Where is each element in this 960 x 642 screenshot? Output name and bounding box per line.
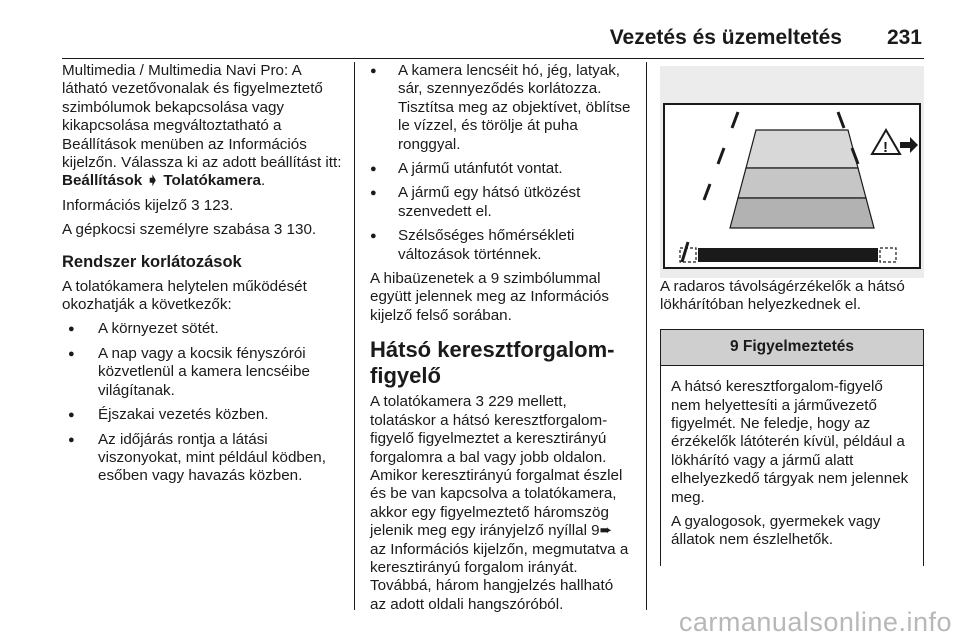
rear-camera-illustration: [660, 66, 924, 278]
warning-box: [660, 329, 924, 566]
subheading-system-limitations: Rendszer korlátozások: [62, 252, 242, 271]
menu-path-period: .: [261, 172, 266, 190]
list-item: ● Az időjárás rontja a látási viszonyokat, mint például ködben, esőben vagy havazás közben.: [62, 431, 342, 486]
list-item: ● Szélsőséges hőmérsékleti változások történnek.: [370, 227, 632, 264]
page-number: 231: [886, 26, 922, 49]
column-divider: [354, 62, 355, 610]
limitations-list: [62, 320, 342, 485]
page-header: [0, 0, 960, 58]
list-item: ● A nap vagy a kocsik fényszórói közvetlenül a kamera lencséibe világítanak.: [62, 345, 342, 400]
column-right: [660, 62, 924, 566]
list-item: ● A kamera lencséit hó, jég, latyak, sár, szennyeződés korlátozza. Tisztítsa meg az objektívet, öblítse le vízzel, és törölje át puha ronggyal.: [370, 62, 632, 154]
column-middle: [370, 62, 632, 620]
menu-path: Beállítások ➧ Tolatókamera: [62, 172, 261, 190]
figure-caption: A radaros távolságérzékelők a hátsó lökhárítóban helyezkednek el.: [660, 278, 905, 314]
warning-paragraph: A gyalogosok, gyermekek vagy állatok nem észlelhetők.: [671, 513, 881, 549]
limitations-list-continued: [370, 62, 632, 264]
list-item: ● A környezet sötét.: [62, 320, 342, 338]
column-left: [62, 62, 342, 492]
column-divider: [646, 62, 647, 610]
warning-heading: 9 Figyelmeztetés: [661, 330, 923, 366]
section-title: Hátsó keresztforgalom-figyelő: [370, 337, 615, 389]
intro-paragraph: [62, 62, 342, 191]
distance-zone: [738, 168, 866, 198]
section-body: A tolatókamera 3 229 mellett, tolatáskor a hátsó keresztforgalom-figyelő figyelmeztet a keresztirányú forgalomra a bal vagy jobb oldalon. Amikor keresztirányú forgalmat észlel és be van kapcsolva a tolatókamera, akkor egy figyelmeztető háromszög jelenik meg egy irányjelző nyíllal 9➨ az Információs kijelzőn, megmutatva a keresztirányú forgalom irányát. Továbbá, három hangjelzés hallható az adott oldali hangszóróból.: [370, 393, 629, 613]
rear-camera-display-figure: [660, 66, 924, 278]
page-title: Vezetés és üzemeltetés: [609, 26, 842, 49]
warning-paragraph: A hátsó keresztforgalom-figyelő nem helyettesíti a járművezető figyelmét. Ne feledje, hogy az érzékelők látóterén kívül, például a lökhárító vagy a jármű alatt elhelyezkedő tárgyak nem jelennek meg.: [671, 378, 909, 506]
list-item: ● A jármű utánfutót vontat.: [370, 160, 632, 178]
error-message-text: A hibaüzenetek a 9 szimbólummal együtt jelennek meg az Információs kijelző felső sorában.: [370, 270, 609, 324]
distance-zone: [730, 198, 874, 228]
limitations-intro: A tolatókamera helytelen működését okozhatják a következők:: [62, 277, 307, 314]
distance-zone: [746, 130, 858, 168]
exclamation-mark: !: [883, 139, 888, 156]
intro-text: Multimedia / Multimedia Navi Pro: A látható vezetővonalak és figyelmeztető szimbólumok bekapcsolása vagy kikapcsolása megváltoztatható a Beállítások menüben az Információs kijelzőn. Válassza ki az adott beállítást itt:: [62, 62, 342, 172]
warning-body: [661, 366, 923, 566]
bumper-zone: [698, 248, 878, 262]
reference-info-display: Információs kijelző 3 123.: [62, 196, 234, 214]
reference-personalisation: A gépkocsi személyre szabása 3 130.: [62, 221, 317, 239]
watermark: carmanualsonline.info: [678, 607, 952, 637]
list-item: ● A jármű egy hátsó ütközést szenvedett el.: [370, 184, 632, 221]
list-item: ● Éjszakai vezetés közben.: [62, 406, 342, 424]
header-divider: [62, 58, 924, 59]
